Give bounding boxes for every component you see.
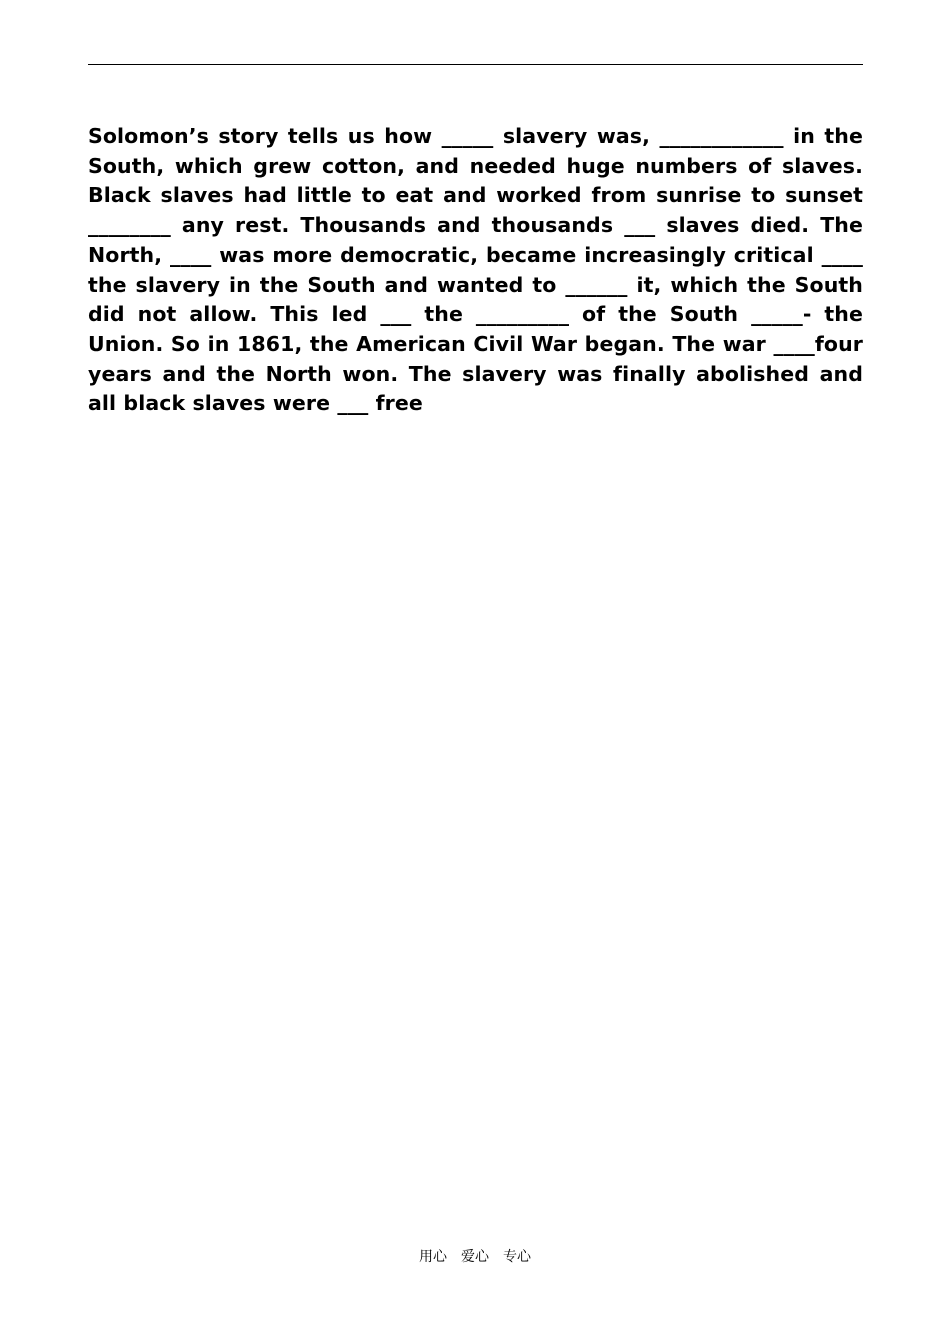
cloze-passage: Solomon’s story tells us how _____ slavery was, ____________ in the South, which grew cotton, and needed huge numbers of slaves. Black slaves had little to eat and worked from sunrise to sunset ________ any rest. Thousands and thousands ___ slaves died. The North, ____ was more democratic, became increasingly critical ____ the slavery in the South and wanted to ______ it, which the South did not allow. This led ___ the _________ of the South _____- the Union. So in 1861, the American Civil War began. The war ____four years and the North won. The slavery was finally abolished and all black slaves were ___ free bbox=[88, 124, 863, 416]
header-rule bbox=[88, 64, 863, 65]
page-footer: 用心 爱心 专心 bbox=[419, 1249, 531, 1265]
